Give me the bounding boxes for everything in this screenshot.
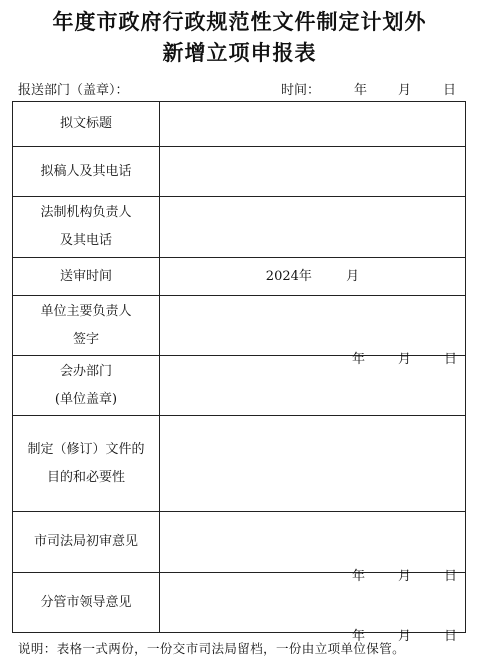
- doc-title-field[interactable]: [160, 102, 466, 147]
- unit-head-year: 年: [352, 352, 366, 367]
- purpose-label: [13, 416, 160, 512]
- header-month: 月: [398, 83, 412, 98]
- unit-head-signature-field[interactable]: [160, 296, 466, 367]
- row-co-dept: [13, 356, 466, 416]
- justice-opinion-field[interactable]: [160, 512, 466, 584]
- unit-head-label-line1: 单位主要负责人: [40, 303, 132, 319]
- justice-opinion-year: 年: [352, 569, 366, 584]
- submit-month: 月: [346, 268, 360, 284]
- row-unit-head: [13, 296, 466, 356]
- form-title-line1: 年度市政府行政规范性文件制定计划外: [52, 10, 427, 34]
- purpose-label-line1: 制定（修订）文件的: [27, 441, 145, 457]
- row-doc-title: [13, 102, 466, 147]
- purpose-field[interactable]: [160, 416, 466, 512]
- unit-head-label: [13, 296, 160, 356]
- justice-opinion-label: 市司法局初审意见: [13, 512, 160, 573]
- submit-time-field[interactable]: [160, 258, 466, 296]
- dept-label: 报送部门（盖章）：: [18, 83, 129, 98]
- row-legal-head: [13, 197, 466, 258]
- row-leader-opinion: [13, 573, 466, 633]
- legal-head-label: [13, 197, 160, 258]
- drafter-label: 拟稿人及其电话: [13, 147, 160, 197]
- form-title-line2: 新增立项申报表: [162, 41, 317, 65]
- leader-opinion-year: 年: [352, 629, 366, 644]
- co-dept-label-line1: 会办部门: [59, 363, 112, 379]
- application-form-table: [12, 101, 466, 644]
- justice-opinion-month: 月: [398, 569, 412, 584]
- legal-head-field[interactable]: [160, 197, 466, 258]
- leader-opinion-label: 分管市领导意见: [13, 573, 160, 633]
- row-submit-time: [13, 258, 466, 296]
- unit-head-month: 月: [398, 352, 412, 367]
- header-day: 日: [443, 83, 457, 98]
- form-note: 说明：表格一式两份，一份交市司法局留档，一份由立项单位保管。: [18, 641, 406, 656]
- leader-opinion-day: 日: [444, 629, 458, 644]
- co-dept-label-line2: (单位盖章): [54, 391, 118, 407]
- co-dept-field[interactable]: [160, 356, 466, 416]
- unit-head-label-line2: 签字: [72, 331, 99, 347]
- legal-head-label-line1: 法制机构负责人: [40, 205, 132, 220]
- justice-opinion-day: 日: [444, 569, 458, 584]
- row-justice-opinion: [13, 512, 466, 573]
- unit-head-day: 日: [444, 352, 458, 367]
- co-dept-label: [13, 356, 160, 416]
- row-drafter: [13, 147, 466, 197]
- leader-opinion-field[interactable]: [160, 573, 466, 644]
- submit-year: 2024年: [265, 268, 312, 284]
- submit-time-label: 送审时间: [13, 258, 160, 296]
- leader-opinion-month: 月: [398, 629, 412, 644]
- time-label: 时间：: [281, 83, 321, 98]
- drafter-field[interactable]: [160, 147, 466, 197]
- doc-title-label: 拟文标题: [13, 102, 160, 147]
- legal-head-label-line2: 及其电话: [59, 233, 112, 248]
- purpose-label-line2: 目的和必要性: [46, 469, 125, 485]
- row-purpose: [13, 416, 466, 512]
- header-year: 年: [354, 83, 368, 98]
